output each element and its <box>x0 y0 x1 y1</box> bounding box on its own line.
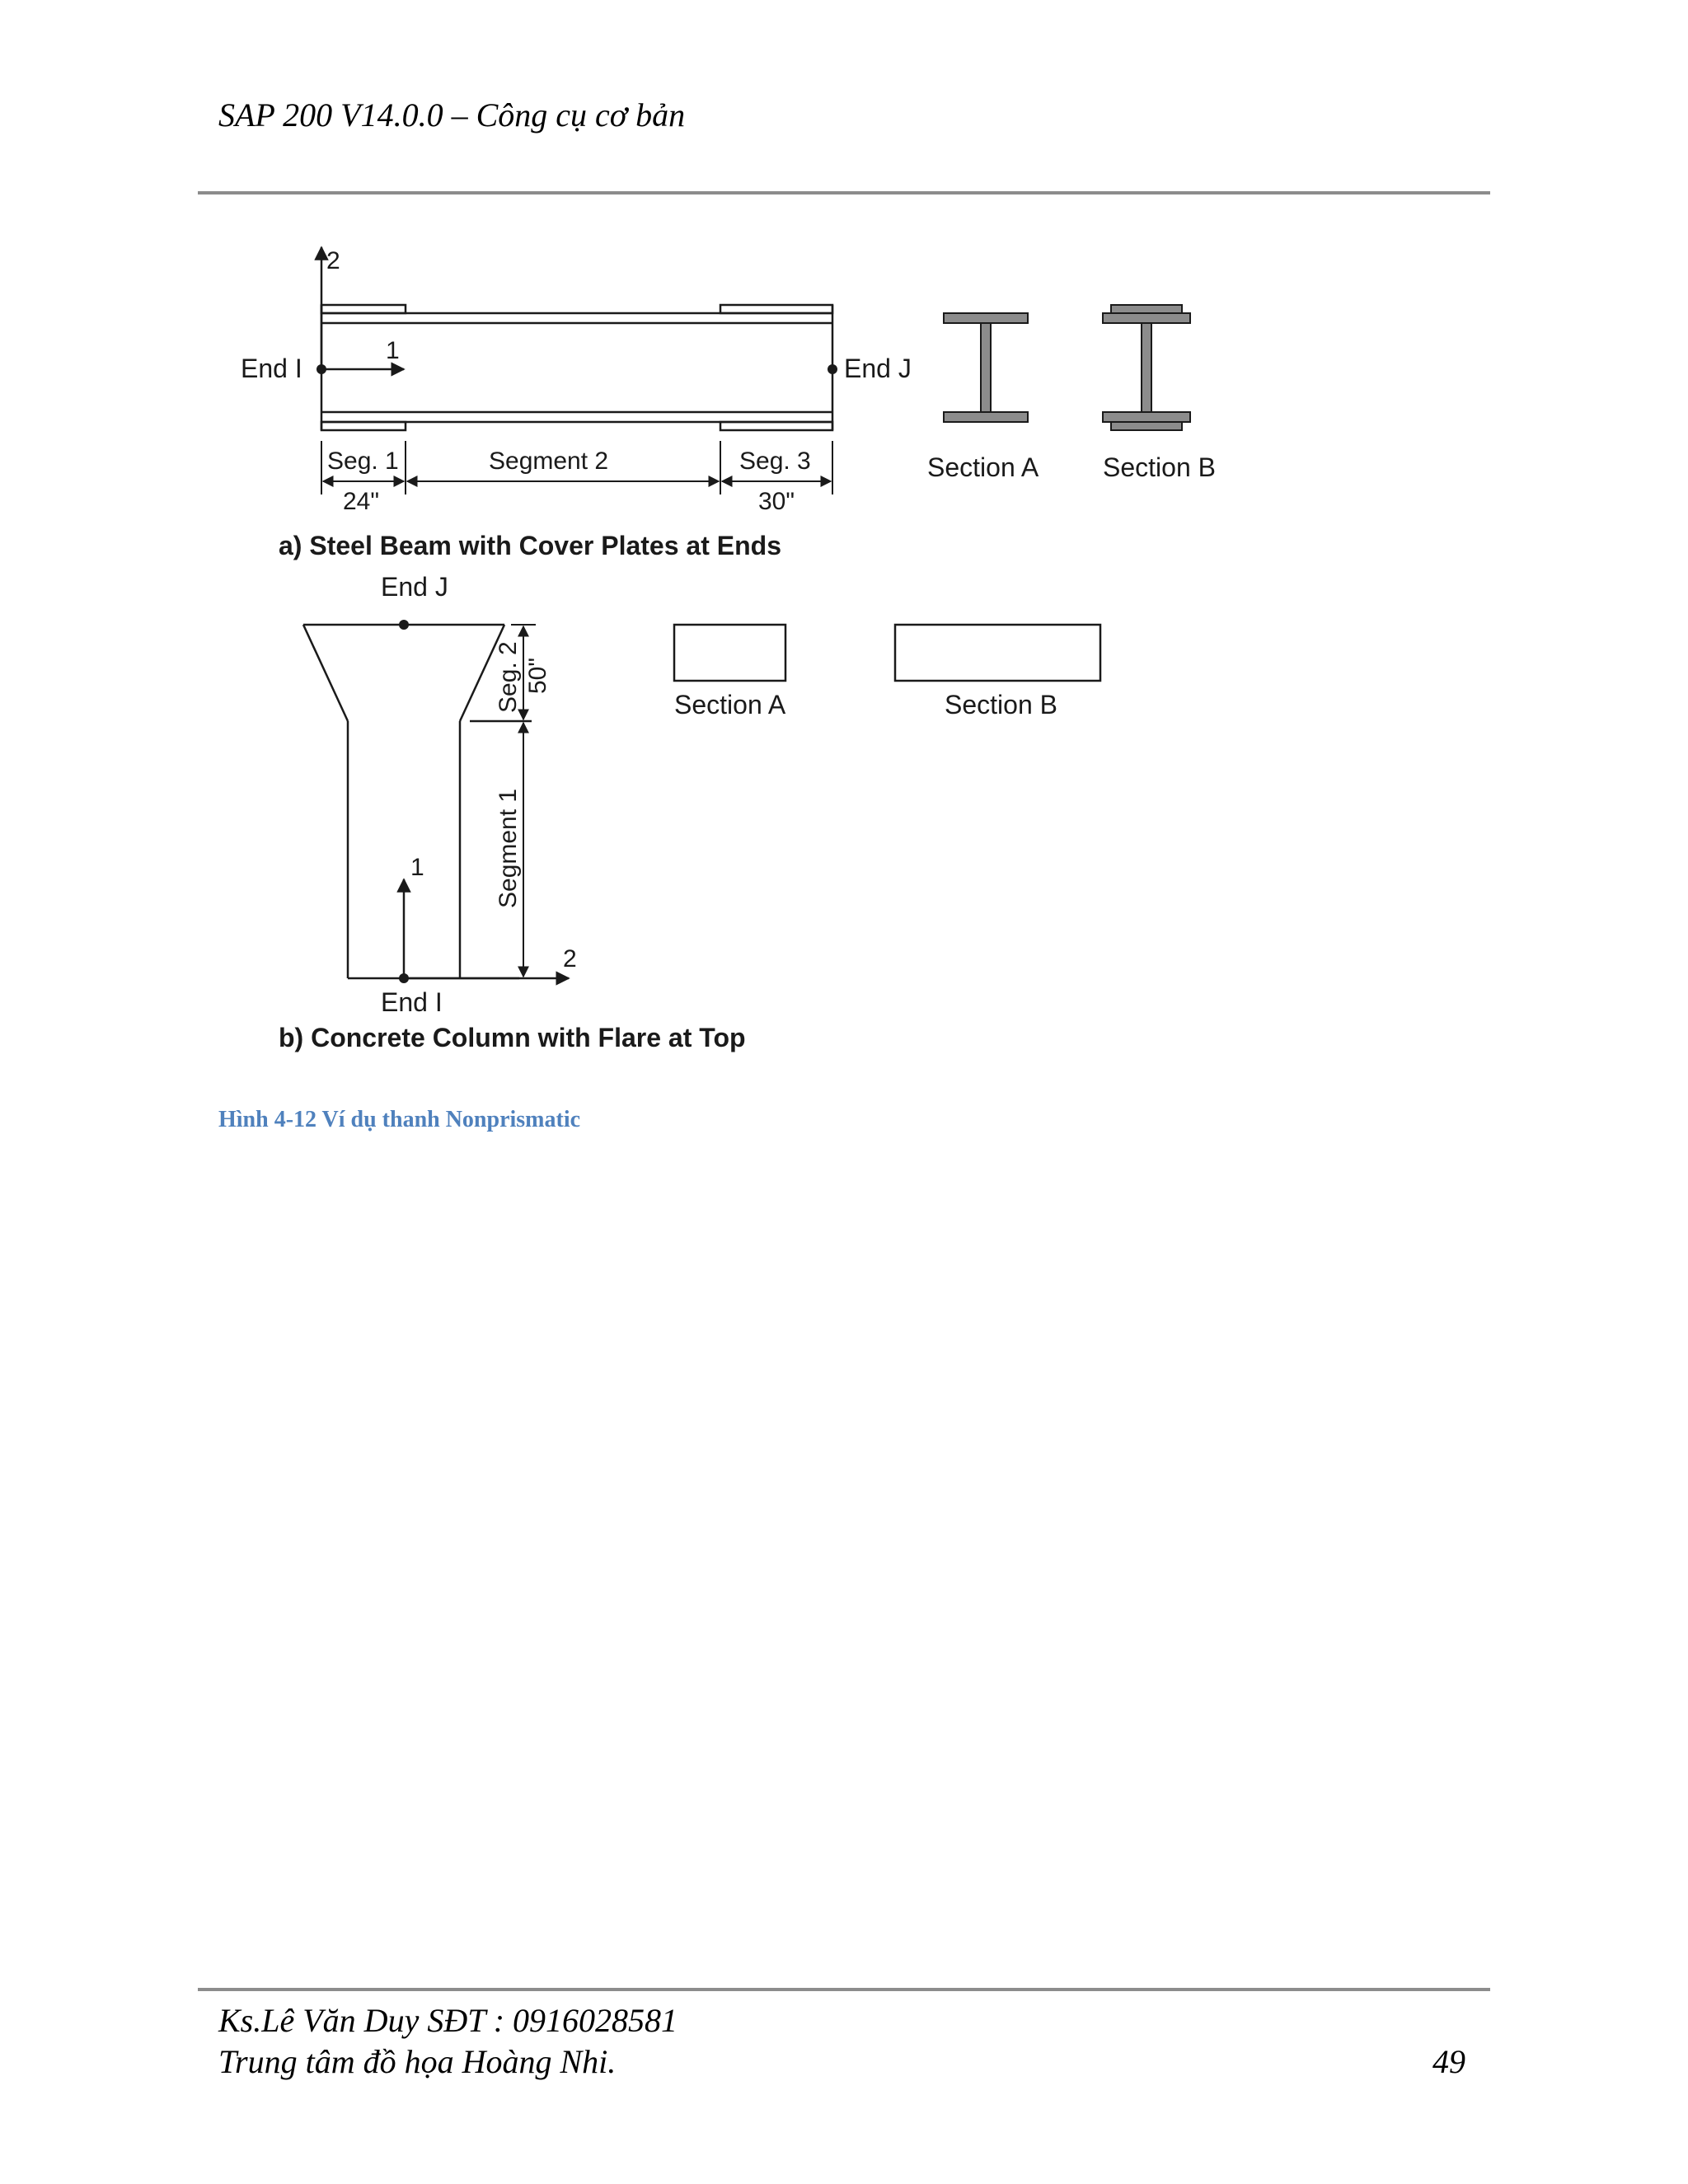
page-number: 49 <box>1432 2043 1465 2080</box>
part-b-title: b) Concrete Column with Flare at Top <box>279 1023 746 1052</box>
beam-section-b-shape <box>1103 305 1190 430</box>
footer-author: Ks.Lê Văn Duy SĐT : 0916028581 <box>218 2002 678 2039</box>
header-title: SAP 200 V14.0.0 – Công cụ cơ bản <box>218 96 686 134</box>
beam-section-b-label: Section B <box>1103 452 1216 482</box>
column-axes <box>404 879 569 978</box>
footer-center: Trung tâm đồ họa Hoàng Nhi. <box>218 2043 617 2080</box>
beam-axis-2-label: 2 <box>326 247 340 274</box>
column-end-j-label: End J <box>381 572 448 602</box>
beam-dim3-label: 30" <box>758 488 795 515</box>
header-rule <box>198 191 1490 194</box>
column-section-a-shape <box>674 625 785 681</box>
beam-seg2-label: Segment 2 <box>489 448 609 475</box>
column-end-j-node <box>399 620 409 630</box>
column-axis-2-label: 2 <box>563 945 577 972</box>
footer-rule <box>198 1988 1490 1991</box>
beam-axis-1-label: 1 <box>386 337 400 364</box>
steel-beam <box>321 305 832 430</box>
beam-end-j-label: End J <box>844 354 912 383</box>
column-section-b-label: Section B <box>945 690 1057 719</box>
nonprismatic-figure <box>198 231 1286 1088</box>
column-section-a-label: Section A <box>674 690 786 719</box>
column-dim2-label: 50" <box>524 657 551 694</box>
figure-caption: Hình 4-12 Ví dụ thanh Nonprismatic <box>218 1107 581 1132</box>
column-seg2-label: Seg. 2 <box>495 641 522 713</box>
column-axis-1-label: 1 <box>410 854 424 881</box>
beam-section-a-label: Section A <box>927 452 1039 482</box>
beam-seg3-label: Seg. 3 <box>739 448 811 475</box>
beam-dim1-label: 24" <box>343 488 380 515</box>
end-j-node <box>828 364 837 374</box>
column-end-i-label: End I <box>381 987 443 1017</box>
beam-end-i-label: End I <box>241 354 302 383</box>
end-i-node <box>316 364 326 374</box>
part-a-title: a) Steel Beam with Cover Plates at Ends <box>279 531 781 560</box>
beam-section-a-shape <box>944 313 1028 422</box>
column-seg1-label: Segment 1 <box>495 788 522 908</box>
nonprismatic-diagram <box>198 231 1286 1088</box>
beam-seg1-label: Seg. 1 <box>327 448 399 475</box>
column-section-b-shape <box>895 625 1100 681</box>
